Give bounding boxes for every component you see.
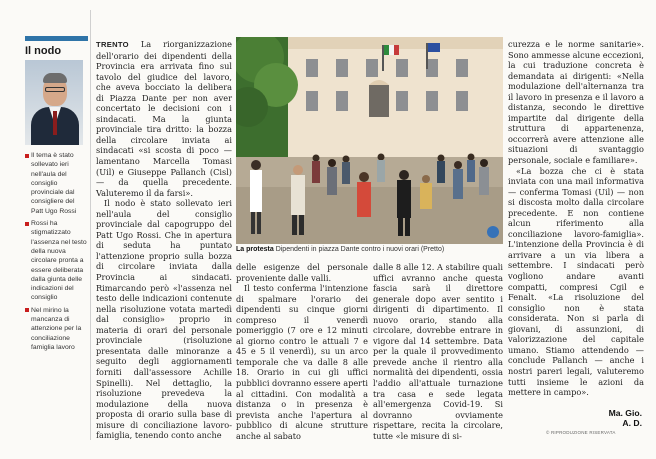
sidebar-bullet: Rossi ha stigmatizzato l'assenza nel testo della nuova circolare pronta a essere deliberata dalla giunta delle indicazioni del consiglio <box>25 219 88 303</box>
piazza-scene-image <box>236 37 503 244</box>
protest-photo <box>236 37 503 244</box>
sidebar-accent-bar <box>25 36 88 41</box>
article-paragraph: curezza e le norme sanitarie». Sono ammesse alcune eccezioni, la cui traduzione concreta è demandata ai dirigenti: «Nella modulazione dell'alternanza tra il lavoro in presenza e il lavoro a distanza, secondo le direttive impartite dal dirigente della struttura di appartenenza, occorrerà avere attenzione alle situazioni di svantaggio personale, sociale e familiare». <box>508 39 644 166</box>
article-paragraph: TRENTO La riorganizzazione dell'orario dei dipendenti della Provincia era arrivata fino sul tavolo del giudice del lavoro, che aveva bocciato la delibera di Piazza Dante per non aver concertato le decisioni con i sindacati. Ma la giunta provinciale tira dritto: la bozza della circolare inviata ai sindacati «si scosta di poco — lamentano Marcella Tomasi (Uil) e Giuseppe Pallanch (Cisl) — da quella precedente. Valuteremo il da farsi». <box>96 39 232 198</box>
sidebar-bullet: Il tema è stato sollevato ieri nell'aula del consiglio provinciale dal consigliere del Patt Ugo Rossi <box>25 151 88 216</box>
portrait-photo <box>25 60 83 145</box>
article-column-2 <box>236 262 368 441</box>
photo-caption <box>236 246 503 253</box>
copyright-note: © RIPRODUZIONE RISERVATA <box>546 430 616 435</box>
article-column-3 <box>373 262 503 441</box>
author-signature: Ma. Gio. A. D. <box>608 408 642 428</box>
article-column-4 <box>508 39 644 398</box>
sidebar-box <box>25 36 88 436</box>
dateline: TRENTO <box>96 40 129 49</box>
article-paragraph: delle esigenze del personale proveniente dalle valli. <box>236 262 368 283</box>
article-paragraph: Il testo conferma l'intenzione di spalmare l'orario dei dipendenti su cinque giorni compreso il venerdì pomeriggio (7 ore e 12 minuti al giorno contro le attuali 7 e 45 e 5 il venerdì), su un arco temporale che va dalle 8 alle 18. Orario in cui gli uffici pubblici dovranno essere aperti al cittadini. Con modalità a distanza o in presenza è prevista anche l'apertura al pubblico di alcune strutture anche al sabato <box>236 283 368 441</box>
caption-text: Dipendenti in piazza Dante contro i nuovi orari (Pretto) <box>275 246 445 253</box>
article-paragraph: dalle 8 alle 12. A stabilire quali uffici avranno anche questa fascia sarà il direttore generale dopo aver sentito i dirigenti di dipartimento. Il nuovo orario, stando alla circolare, dovrebbe entrare in vigore dal 14 settembre. Data per la quale il provvedimento prevede anche il rientro alla normalità dei dipendenti, ossia l'addio all'attuale turnazione tra casa e sede legata all'emergenza Covid-19. Si dovranno ovviamente rispettare, recita la circolare, tutte «le misure di si- <box>373 262 503 441</box>
column-divider <box>90 10 91 440</box>
article-paragraph: «La bozza che ci è stata inviata con una mail informativa — conferma Tomasi (Uil) — non si discosta molto dalla circolare precedente. E non contiene alcun riferimento alla conciliazione lavoro-famiglia». L'intenzione della Provincia è di arrivare a un via libera a settembre. I sindacati però vogliono andare avanti compatti, compresi Cgil e Fenalt. «La risoluzione del consiglio non è stata considerata. Non si parla di giovani, di assunzioni, di valorizzazione del capitale umano. Stiamo attendendo — conclude Pallanch — anche i nostri pareri legali, valuteremo tutti insieme le azioni da mettere in campo». <box>508 165 644 398</box>
sidebar-bullet: Nel mirino la mancanza di attenzione per la conciliazione famiglia lavoro <box>25 306 88 352</box>
caption-title: La protesta <box>236 246 274 253</box>
article-paragraph: Il nodo è stato sollevato ieri nell'aula del consiglio provinciale dal capogruppo del Patt Ugo Rossi. Che in apertura di seduta ha puntato l'attenzione proprio sulla bozza di circolare inviata dalla Provincia ai sindacati. Rimarcando però «l'assenza nel testo delle indicazioni contenute nella risoluzione votata martedì dal consiglio» proprio in materia di orari del personale provinciale (risoluzione presentata dalle minoranze a seguito degli aggiornamenti forniti dall'assessore Achille Spinelli). Nel dettaglio, la risoluzione prevedeva la modulazione della nuova proposta di orario sulla base di misure di conciliazione lavoro-famiglia, tenendo conto anche <box>96 198 232 441</box>
article-column-1 <box>96 39 232 441</box>
sidebar-title: Il nodo <box>25 45 62 57</box>
